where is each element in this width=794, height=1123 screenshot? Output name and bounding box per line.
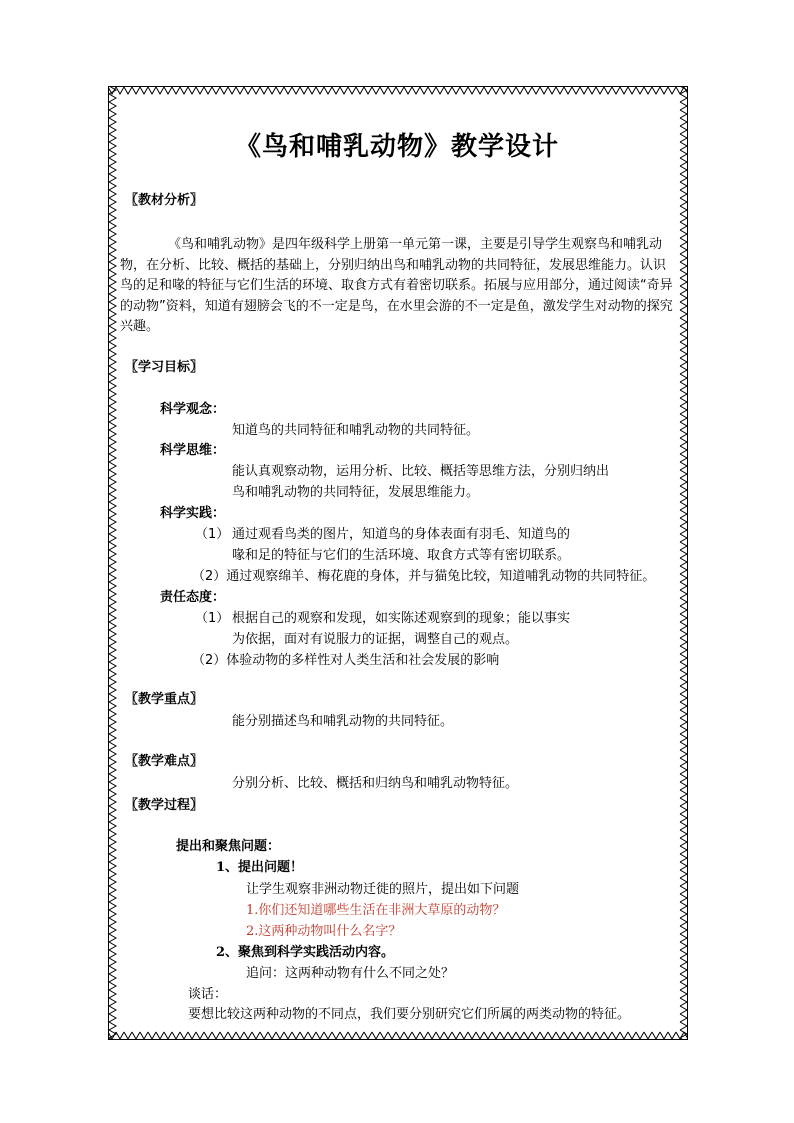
goal-concept-text: 知道鸟的共同特征和哺乳动物的共同特征。	[232, 423, 480, 438]
goal-thinking-line2: 鸟和哺乳动物的共同特征，发展思维能力。	[232, 485, 480, 500]
process-step1: 1、提出问题！	[216, 860, 304, 875]
section-goals-heading: 〖学习目标〗	[125, 360, 204, 375]
goal-practice-label: 科学实践：	[160, 506, 226, 521]
process-talk-label: 谈话：	[188, 987, 228, 1002]
goal-thinking-label: 科学思维：	[160, 443, 226, 458]
process-intro: 提出和聚焦问题：	[176, 839, 281, 854]
difficulty-text: 分别分析、比较、概括和归纳鸟和哺乳动物特征。	[232, 776, 519, 791]
process-question-2	[246, 922, 401, 942]
process-talk-text: 要想比较这两种动物的不同点，我们要分别研究它们所属的两类动物的特征。	[188, 1007, 631, 1022]
process-followup: 追问：这两种动物有什么不同之处？	[246, 966, 455, 981]
goal-concept-label: 科学观念：	[160, 402, 226, 417]
question-2-text: 2.这两种动物叫什么名字？	[246, 924, 402, 939]
goal-attitude-2: （2）体验动物的多样性对人类生活和社会发展的影响	[192, 653, 500, 668]
process-step1-desc: 让学生观察非洲动物迁徙的照片，提出如下问题	[246, 882, 520, 897]
question-1-text: 1.你们还知道哪些生活在非洲大草原的动物？	[246, 903, 506, 918]
goal-attitude-1-line1: 根据自己的观察和发现，如实陈述观察到的现象；能以事实	[232, 611, 571, 626]
goal-thinking-line1: 能认真观察动物，运用分析、比较、概括等思维方法，分别归纳出	[232, 464, 610, 479]
process-question-1	[246, 901, 505, 921]
goal-practice-1-num: （1）	[195, 527, 230, 542]
section-analysis-heading: 〖教材分析〗	[125, 193, 204, 208]
goal-attitude-1-line2: 为依据，面对有说服力的证据，调整自己的观点。	[232, 632, 519, 647]
process-step2: 2、聚焦到科学实践活动内容。	[216, 945, 395, 960]
goal-attitude-1-num: （1）	[195, 611, 230, 626]
section-difficulty-heading: 〖教学难点〗	[125, 754, 204, 769]
section-key-heading: 〖教学重点〗	[125, 692, 204, 707]
goal-practice-2: （2）通过观察绵羊、梅花鹿的身体，并与猫兔比较，知道哺乳动物的共同特征。	[192, 569, 656, 584]
goal-practice-1-line1: 通过观看鸟类的图片，知道鸟的身体表面有羽毛、知道鸟的	[232, 527, 571, 542]
section-process-heading: 〖教学过程〗	[125, 798, 204, 813]
goal-practice-1-line2: 喙和足的特征与它们的生活环境、取食方式等有密切联系。	[232, 548, 571, 563]
goal-attitude-label: 责任态度：	[160, 590, 226, 605]
page-title: 《鸟和哺乳动物》教学设计	[234, 132, 559, 162]
key-text: 能分别描述鸟和哺乳动物的共同特征。	[232, 714, 454, 729]
analysis-paragraph: 《鸟和哺乳动物》是四年级科学上册第一单元第一课，主要是引导学生观察鸟和哺乳动物，在分析、比较、概括的基础上，分别归纳出鸟和哺乳动物的共同特征，发展思维能力。认识鸟的足和喙的特征与它们生活的环境、取食方式有着密切联系。拓展与应用部分，通过阅读“奇异的动物”资料，知道有翅膀会飞的不一定是鸟，在水里会游的不一定是鱼，激发学生对动物的探究兴趣。	[120, 237, 673, 334]
